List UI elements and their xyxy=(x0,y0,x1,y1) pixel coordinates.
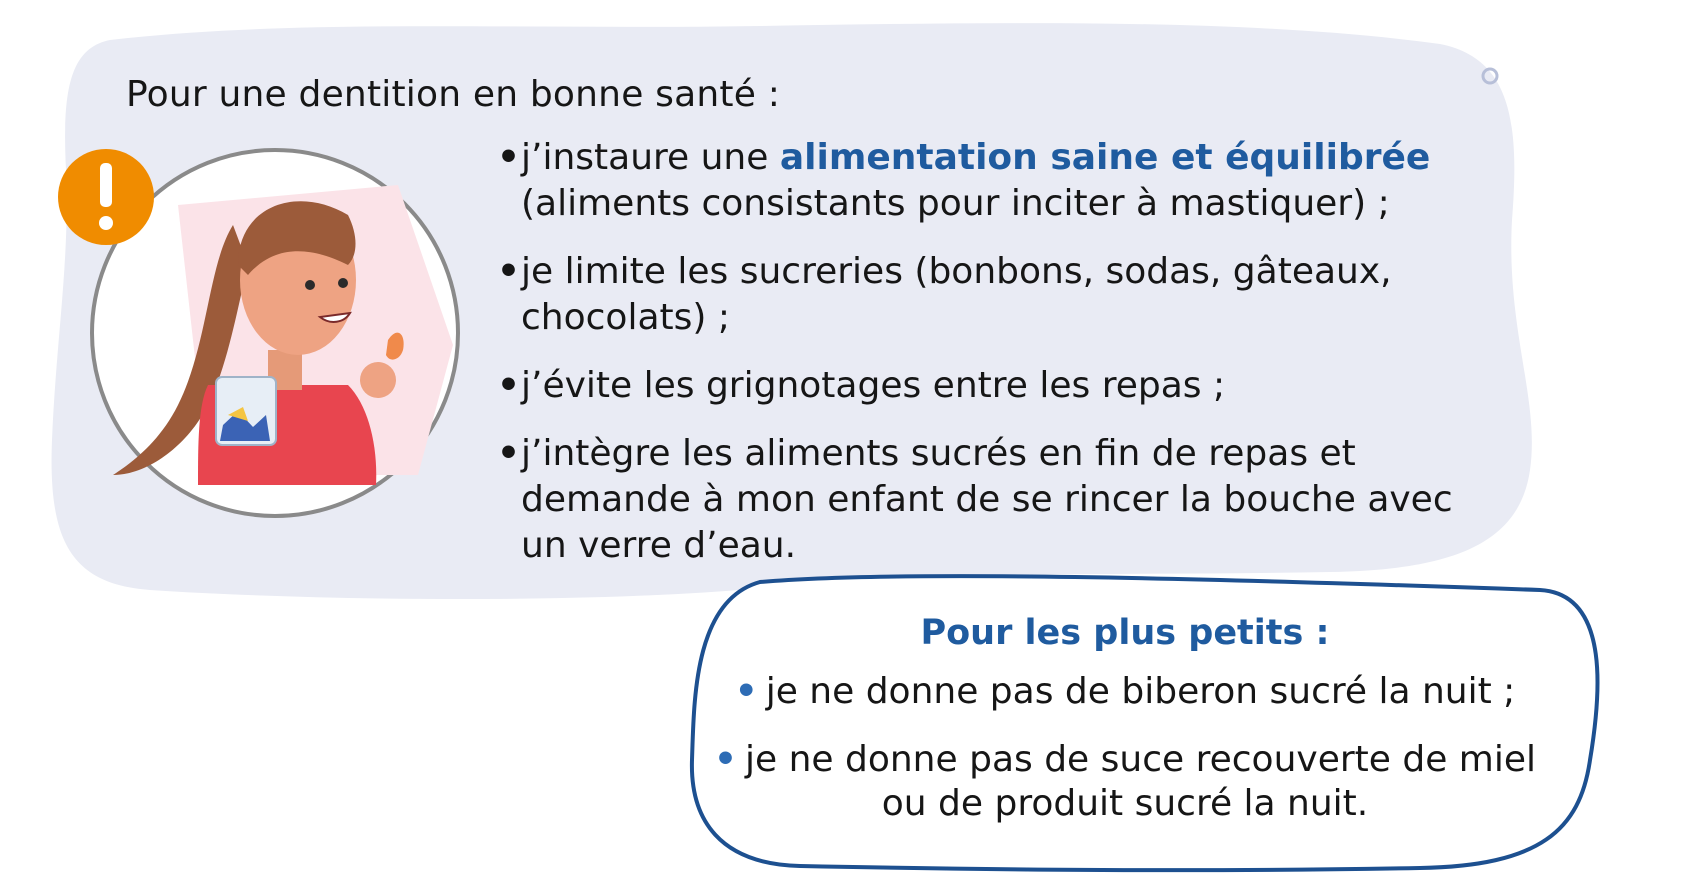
bullet-dot-icon: • xyxy=(497,137,521,178)
bullet-dot-icon: • xyxy=(497,365,521,406)
box-title: Pour les plus petits : xyxy=(920,613,1330,653)
exclamation-icon xyxy=(100,163,112,207)
list-item xyxy=(497,363,1497,409)
list-item xyxy=(497,249,1497,341)
item-text: je limite les sucreries (bonbons, sodas, gâteaux, xyxy=(521,251,1392,292)
bullet-dot-icon: • xyxy=(734,671,758,712)
item-text: ou de produit sucré la nuit. xyxy=(881,783,1369,824)
eye-right xyxy=(338,278,348,288)
item-text: je ne donne pas de biberon sucré la nuit ; xyxy=(765,671,1516,712)
item-text: (aliments consistants pour inciter à mastiquer) ; xyxy=(521,183,1390,224)
eye-left xyxy=(305,280,315,290)
hand xyxy=(360,362,396,398)
exclamation-dot-icon xyxy=(99,216,113,230)
item-text: je ne donne pas de suce recouverte de miel xyxy=(744,739,1537,780)
list-item xyxy=(700,670,1550,714)
item-text: chocolats) ; xyxy=(521,297,731,338)
page-title: Pour une dentition en bonne santé : xyxy=(126,74,781,115)
recommendations-list xyxy=(497,135,1497,591)
bullet-dot-icon: • xyxy=(497,433,521,474)
bullet-dot-icon: • xyxy=(497,251,521,292)
toddler-tips-list xyxy=(700,670,1550,850)
list-item xyxy=(497,135,1497,227)
item-text: j’évite les grignotages entre les repas ; xyxy=(521,365,1226,406)
list-item xyxy=(497,431,1497,569)
bullet-dot-icon: • xyxy=(713,739,737,780)
highlight-text: alimentation saine et équilibrée xyxy=(779,137,1431,178)
item-text: j’instaure une xyxy=(521,137,780,178)
girl-eating-candy-illustration xyxy=(58,145,468,520)
item-text: un verre d’eau. xyxy=(521,525,797,566)
item-text: j’intègre les aliments sucrés en fin de repas et xyxy=(521,433,1356,474)
item-text: demande à mon enfant de se rincer la bouche avec xyxy=(521,479,1453,520)
list-item xyxy=(700,738,1550,826)
